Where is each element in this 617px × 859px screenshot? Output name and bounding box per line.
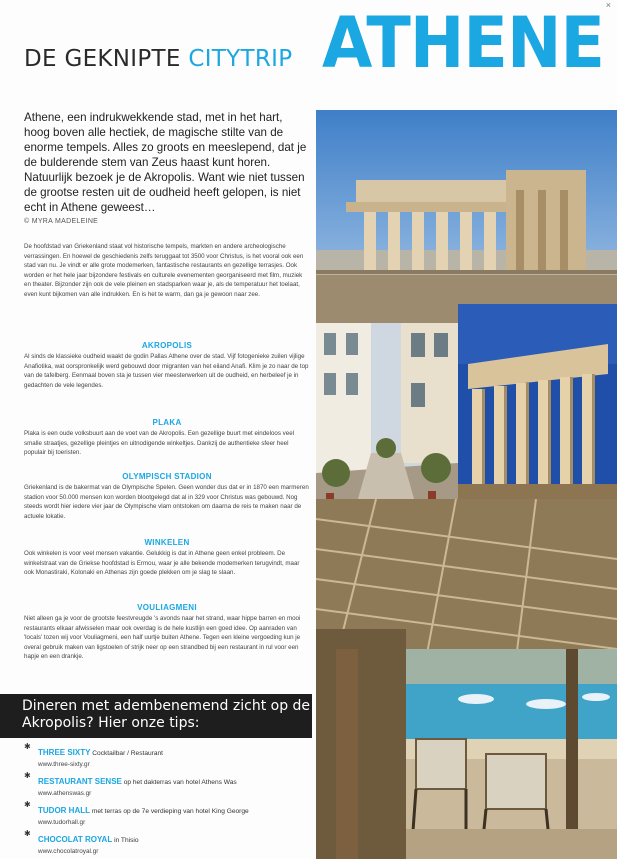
tips-list	[24, 742, 314, 858]
dining-box-title: Dineren met adembenemend zicht op de Akropolis? Hier onze tips:	[22, 698, 311, 731]
subtitle-part-2: CITYTRIP	[188, 46, 293, 72]
page-title: ATHENE	[322, 2, 605, 84]
tip-desc: in Thisio	[112, 837, 139, 844]
tip-url[interactable]: www.three-sixty.gr	[38, 761, 90, 768]
section-text-akropolis: Al sinds de klassieke oudheid waakt de godin Pallas Athene over de stad. Vijf fotogenieke zuilen vijlige Anafiotika, wat oorspronkelijk werd gebouwd door migranten van het eiland Anafi. Klim je zo naar de top van de tafelberg. Eenmaal boven sta je tussen vier meesterwerken uit de oudheid, en herbeleef je in gedachten de vele legendes.	[24, 353, 309, 389]
tip-desc: Cocktailbar / Restaurant	[90, 750, 164, 757]
section-title-olympisch-stadion: OLYMPISCH STADION	[122, 472, 212, 481]
photo-parthenon	[458, 304, 617, 499]
byline: © MYRA MADELEINE	[24, 218, 99, 225]
tip-item	[24, 800, 314, 827]
photo-erechtheion	[316, 110, 617, 323]
star-icon: ✱	[24, 771, 31, 780]
tip-name: THREE SIXTY	[38, 748, 91, 757]
dining-box	[0, 694, 312, 738]
subtitle-part-1: DE GEKNIPTE	[24, 46, 189, 72]
section-text-olympisch-stadion: Griekenland is de bakermat van de Olympische Spelen. Geen wonder dus dat er in 1870 een marmeren stadion voor 50.000 mensen kon worden blootgelegd dat al in 329 voor Christus was gebouwd. Nog steeds wordt hier iedere vier jaar de Olympische vlam ontstoken om daarna de reis te maken naar de actuele lokatie.	[24, 484, 309, 520]
section-title-winkelen: WINKELEN	[144, 538, 190, 547]
section-text-vouliagmeni: Niet alleen ga je voor de grootste feestvreugde 's avonds naar het strand, waar hippe barren en mooi restaurants elkaar afwisselen maar ook overdag is de hele kustlijn een goed idee. Op aanraden van 'locals' tozen wij voor Vouliagmeni, een half uurtje buiten Athene. Tegen een kleine vergoeding kun je overal gebruik maken van ligstoelen of strijk neer op een strandbed bij een restaurant in rul voor een hapje en een drankje.	[24, 615, 301, 661]
intro-paragraph: Athene, een indrukwekkende stad, met in het hart, hoog boven alle hectiek, de magische stilte van de enorme tempels. Alles zo groots en meeslepend, dat je de bulderende stem van Zeus haast kunt horen. Natuurlijk bezoek je de Akropolis. Want wie niet tussen de grootse resten uit de oudheid heeft gelopen, is niet echt in Athene geweest…	[24, 111, 307, 214]
tip-name: TUDOR HALL	[38, 806, 90, 815]
tip-name: RESTAURANT SENSE	[38, 777, 122, 786]
tip-item	[24, 771, 314, 798]
section-text-winkelen: Ook winkelen is voor veel mensen vakantie. Gelukkig is dat in Athene geen enkel probleem. De winkelstraat van de Griekse hoofdstad is Ermou, waar je alle bekende modemerken terugvindt, maar ook Monastiraki, Kolonaki en Athenas zijn goede plekken om je slag te slaan.	[24, 550, 300, 577]
corner-mark: ×	[605, 0, 611, 10]
tip-name: CHOCOLAT ROYAL	[38, 835, 113, 844]
star-icon: ✱	[24, 829, 31, 838]
tip-desc: op het dakterras van hotel Athens Was	[121, 779, 237, 786]
body-intro: De hoofdstad van Griekenland staat vol historische tempels, markten en andere archeologische verrassingen. En hoewel de geschiedenis zelfs teruggaat tot 3500 voor Christus, is het vooral ook een stad van nu. Je vindt er alle grote modemerken, fantastische restaurants en gezellige terrasjes. Ook worden er het hele jaar bijzondere festivals en culturele evenementen georganiseerd met film, muziek en theater. Bijzonder zijn ook de vele pleinen en stadsparken waar je, als de temperatuur het toelaat, even kunt bijkomen van alle indrukken. En is het te warm, dan ga je gewoon naar zee.	[24, 243, 304, 298]
section-text-plaka: Plaka is een oude volksbuurt aan de voet van de Akropolis. Een gezellige buurt met eindeloos veel smalle straatjes, gezellige pleintjes en uitnodigende winkeltjes. Dankzij de authentieke sfeer heel populair bij toeristen.	[24, 430, 295, 457]
section-title-vouliagmeni: VOULIAGMENI	[137, 603, 197, 612]
tip-desc: met terras op de 7e verdieping van hotel King George	[90, 808, 249, 815]
tip-item	[24, 829, 314, 856]
tip-url[interactable]: www.tudorhall.gr	[38, 819, 86, 826]
tip-url[interactable]: www.athenswas.gr	[38, 790, 92, 797]
tip-url[interactable]: www.chocolatroyal.gr	[38, 848, 99, 855]
section-title-plaka: PLAKA	[152, 418, 182, 427]
star-icon: ✱	[24, 800, 31, 809]
photo-vouliagmeni-beach	[316, 499, 617, 859]
star-icon: ✱	[24, 742, 31, 751]
page-subtitle	[24, 46, 292, 72]
section-title-akropolis: AKROPOLIS	[141, 341, 193, 350]
tip-item	[24, 742, 314, 769]
